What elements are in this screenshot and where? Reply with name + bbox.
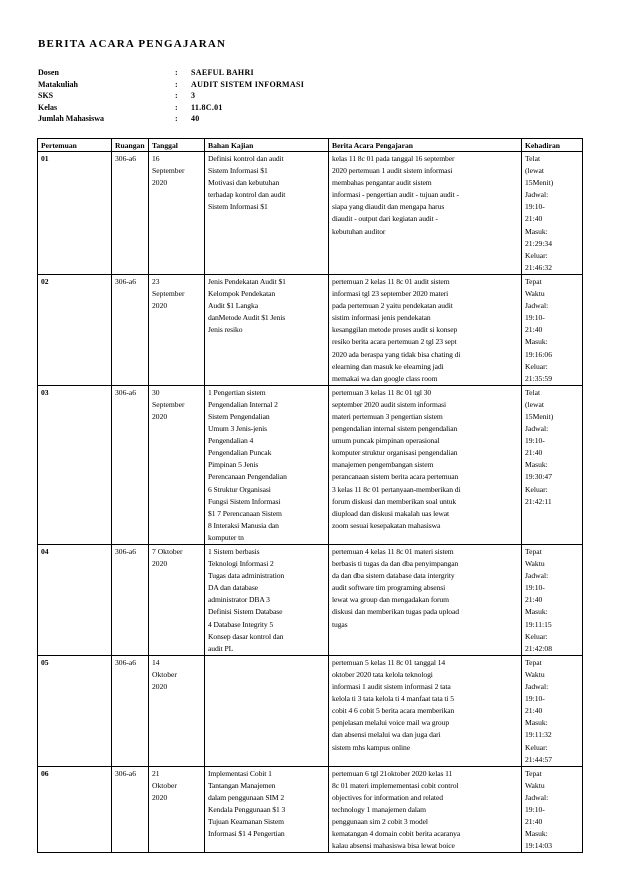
- cell-kehadiran: Tepat Waktu Jadwal: 19:10- 21:40 Masuk: 19:11:15 Keluar: 21:42:08: [522, 545, 583, 656]
- cell-bahan-kajian: 1 Pengertian sistem Pengendalian Internal 2 Sistem Pengendalian Umum 3 Jenis-jenis Pengendalian 4 Pengendalian Puncak Pimpinan 5 Jenis Perencanaan Pengendalian 6 Struktur Organisasi Fungsi Sistem Informasi $1 7 Perencanaan Sistem 8 Interaksi Manusia dan komputer tn: [205, 385, 329, 544]
- cell-bahan-kajian: Implementasi Cobit 1 Tantangan Manajemen dalam penggunaan SIM 2 Kendala Penggunaan $1 3 Tujuan Keamanan Sistem Informasi $1 4 Pengertian: [205, 766, 329, 853]
- page-title: BERITA ACARA PENGAJARAN: [38, 38, 227, 50]
- cell-bahan-kajian: 1 Sistem berbasis Teknologi Informasi 2 Tugas data administration DA dan database administrator DBA 3 Definisi Sistem Database 4 Database Integrity 5 Konsep dasar kontrol dan audit PL: [205, 545, 329, 656]
- cell-kehadiran: Tepat Waktu Jadwal: 19:10- 21:40 Masuk: 19:11:32 Keluar: 21:44:57: [522, 655, 583, 766]
- cell-kehadiran: Tepat Waktu Jadwal: 19:10- 21:40 Masuk: 19:16:06 Keluar: 21:35:59: [522, 274, 583, 385]
- cell-ruangan: 306-a6: [112, 766, 149, 853]
- info-row-jumlah-mahasiswa: [38, 113, 304, 125]
- cell-pertemuan: 05: [38, 655, 112, 766]
- cell-bahan-kajian: [205, 655, 329, 766]
- cell-berita-acara: pertemuan 5 kelas 11 8c 01 tanggal 14 oktober 2020 tata kelola teknologi informasi 1 audit sistem informasi 2 tata kelola ti 3 tata kelola ti 4 manfaat tata ti 5 cobit 4 6 cobit 5 berita acara memberikan penjelasan melalui voice mail wa group dan absensi melalui wa dan juga dari sistem mhs kampus online: [329, 655, 522, 766]
- info-row-dosen: [38, 67, 304, 79]
- col-header-pertemuan: Pertemuan: [38, 139, 112, 152]
- info-value: SAEFUL BAHRI: [191, 68, 254, 77]
- cell-berita-acara: pertemuan 2 kelas 11 8c 01 audit sistem informasi tgl 23 september 2020 materi pada pertemuan 2 yaitu pendekatan audit sistim informasi jenis pendekatan kesanggilan metode proses audit si konsep resiko berita acara pertemuan 2 tgl 23 sept 2020 ada beraspa yang tidak bisa chating di elearning dan masuk ke elearning jadi memakai wa dan google class room: [329, 274, 522, 385]
- cell-kehadiran: Telat (lewat 15Menit) Jadwal: 19:10- 21:40 Masuk: 19:30:47 Keluar: 21:42:11: [522, 385, 583, 544]
- info-label: SKS: [38, 91, 54, 101]
- course-info: [38, 67, 304, 125]
- cell-kehadiran: Tepat Waktu Jadwal: 19:10- 21:40 Masuk: 19:14:03: [522, 766, 583, 853]
- cell-bahan-kajian: Jenis Pendekatan Audit $1 Kelompok Pendekatan Audit $1 Langka danMetode Audit $1 Jenis Jenis resiko: [205, 274, 329, 385]
- cell-pertemuan: 06: [38, 766, 112, 853]
- info-label: Jumlah Mahasiswa: [38, 114, 105, 124]
- cell-kehadiran: Telat (lewat 15Menit) Jadwal: 19:10- 21:40 Masuk: 21:29:34 Keluar: 21:46:32: [522, 152, 583, 275]
- info-row-kelas: [38, 102, 304, 114]
- info-value: 40: [191, 114, 200, 124]
- cell-pertemuan: 01: [38, 152, 112, 275]
- info-colon: :: [175, 114, 178, 124]
- table-row: [38, 385, 583, 544]
- cell-tanggal: 23 September 2020: [149, 274, 205, 385]
- table-header-row: [38, 139, 583, 152]
- table-row: [38, 152, 583, 275]
- col-header-kehadiran: Kehadiran: [522, 139, 583, 152]
- info-value: AUDIT SISTEM INFORMASI: [191, 79, 305, 89]
- cell-ruangan: 306-a6: [112, 655, 149, 766]
- cell-pertemuan: 02: [38, 274, 112, 385]
- info-label: Dosen: [38, 68, 59, 77]
- info-value: 11.8C.01: [191, 102, 223, 112]
- info-colon: :: [175, 91, 178, 101]
- col-header-tanggal: Tanggal: [149, 139, 205, 152]
- cell-berita-acara: pertemuan 4 kelas 11 8c 01 materi sistem berbasis ti tugas da dan dba penyimpangan da dan dba sistem database data intergrity audit software tim programing absensi lewat wa group dan mengadakan forum diskusi dan memberikan tugas pada upload tugas: [329, 545, 522, 656]
- info-colon: :: [175, 79, 178, 89]
- table-row: [38, 274, 583, 385]
- cell-berita-acara: pertemuan 3 kelas 11 8c 01 tgl 30 september 2020 audit sistem informasi materi pertemuan 3 pengertian sistem pengendalian internal sistem pengendalian umum puncak pimpinan operasional komputer struktur organisasi pengendalian manajemen pengembangan sistem perancanaan sistem berita acara pertemuan 3 kelas 11 8c 01 pertanyaan-memberikan di forum diskusi dan memberikan soal untuk diupload dan diskusi makalah uas lewat zoom sesuai kesepakatan mahasiswa: [329, 385, 522, 544]
- cell-tanggal: 21 Oktober 2020: [149, 766, 205, 853]
- cell-tanggal: 30 September 2020: [149, 385, 205, 544]
- table-row: [38, 545, 583, 656]
- teaching-report-table: [37, 138, 583, 853]
- table-row: [38, 766, 583, 853]
- cell-bahan-kajian: Definisi kontrol dan audit Sistem Informasi $1 Motivasi dan kebutuhan terhadap kontrol dan audit Sistem Informasi $1: [205, 152, 329, 275]
- info-row-sks: [38, 90, 304, 102]
- info-label: Matakuliah: [38, 79, 79, 89]
- info-row-matakuliah: [38, 79, 304, 91]
- cell-ruangan: 306-a6: [112, 545, 149, 656]
- cell-pertemuan: 03: [38, 385, 112, 544]
- info-label: Kelas: [38, 102, 58, 112]
- cell-tanggal: 16 September 2020: [149, 152, 205, 275]
- table-row: [38, 655, 583, 766]
- cell-pertemuan: 04: [38, 545, 112, 656]
- cell-ruangan: 306-a6: [112, 274, 149, 385]
- cell-tanggal: 7 Oktober 2020: [149, 545, 205, 656]
- info-value: 3: [191, 91, 196, 101]
- cell-tanggal: 14 Oktober 2020: [149, 655, 205, 766]
- cell-ruangan: 306-a6: [112, 152, 149, 275]
- col-header-ruangan: Ruangan: [112, 139, 149, 152]
- info-colon: :: [175, 68, 178, 77]
- cell-berita-acara: kelas 11 8c 01 pada tanggal 16 september 2020 pertemuan 1 audit sistem informasi membahas pengantar audit sistem informasi - pengertian audit - tujuan audit - siapa yang diaudit dan mengapa harus diaudit - output dari kegiatan audit - kebutuhan auditor: [329, 152, 522, 275]
- info-colon: :: [175, 102, 178, 112]
- cell-ruangan: 306-a6: [112, 385, 149, 544]
- col-header-berita-acara: Berita Acara Pengajaran: [329, 139, 522, 152]
- cell-berita-acara: pertemuan 6 tgl 21oktober 2020 kelas 11 8c 01 materi implemementasi cobit control objectives for information and related technology 1 manajemen dalam penggunaan sim 2 cobit 3 model kematangan 4 domain cobit berita acaranya kalau absensi mahasiswa bisa lewat boice: [329, 766, 522, 853]
- col-header-bahan-kajian: Bahan Kajian: [205, 139, 329, 152]
